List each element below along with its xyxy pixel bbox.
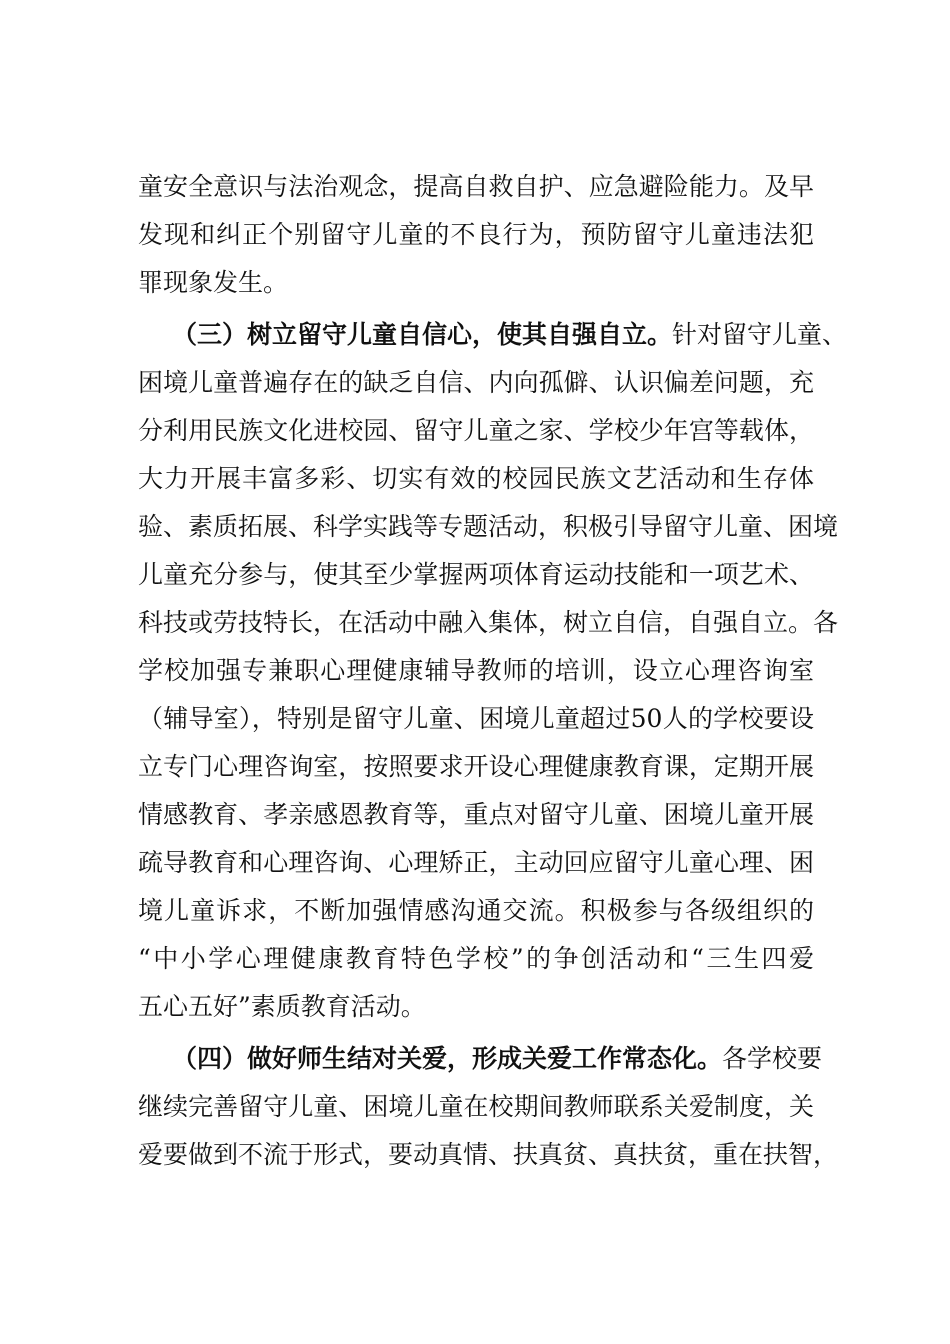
text-line: 困境儿童普遍存在的缺乏自信、内向孤僻、认识偏差问题，充: [138, 368, 814, 397]
text-line: 境儿童诉求，不断加强情感沟通交流。积极参与各级组织的: [138, 896, 814, 925]
document-body: [138, 163, 848, 1179]
text-line: 发现和纠正个别留守儿童的不良行为，预防留守儿童违法犯: [138, 220, 814, 249]
paragraph-heading-line: [138, 311, 848, 359]
text-line: 大力开展丰富多彩、切实有效的校园民族文艺活动和生存体: [138, 464, 814, 493]
text-line: 童安全意识与法治观念，提高自救自护、应急避险能力。及早: [138, 172, 814, 201]
text-line: 情感教育、孝亲感恩教育等，重点对留守儿童、困境儿童开展: [138, 800, 814, 829]
section-heading: （四）做好师生结对关爱，形成关爱工作常态化。: [172, 1044, 723, 1073]
text-line: 验、素质拓展、科学实践等专题活动，积极引导留守儿童、困境: [138, 512, 839, 541]
text-line: 儿童充分参与，使其至少掌握两项体育运动技能和一项艺术、: [138, 560, 814, 589]
section-heading: （三）树立留守儿童自信心，使其自强自立。: [172, 320, 673, 349]
text-line: 学校加强专兼职心理健康辅导教师的培训，设立心理咨询室: [138, 656, 814, 685]
text-line: 五心五好”素质教育活动。: [138, 992, 426, 1021]
text-line: 爱要做到不流于形式，要动真情、扶真贫、真扶贫，重在扶智，: [138, 1140, 839, 1169]
text-fragment: 针对留守儿童、: [672, 320, 848, 349]
text-fragment: 各学校要: [722, 1044, 823, 1073]
text-line: 科技或劳技特长，在活动中融入集体，树立自信，自强自立。各: [138, 608, 839, 637]
text-line: 立专门心理咨询室，按照要求开设心理健康教育课，定期开展: [138, 752, 814, 781]
text-line: “中小学心理健康教育特色学校”的争创活动和“三生四爱: [138, 944, 814, 973]
text-line: 疏导教育和心理咨询、心理矫正，主动回应留守儿童心理、困: [138, 848, 814, 877]
paragraph-heading-line: [138, 1035, 823, 1083]
text-line: 继续完善留守儿童、困境儿童在校期间教师联系关爱制度，关: [138, 1092, 814, 1121]
text-line: 罪现象发生。: [138, 268, 289, 297]
text-line: 分利用民族文化进校园、留守儿童之家、学校少年宫等载体，: [138, 416, 814, 445]
text-line: （辅导室），特别是留守儿童、困境儿童超过50人的学校要设: [138, 704, 814, 733]
